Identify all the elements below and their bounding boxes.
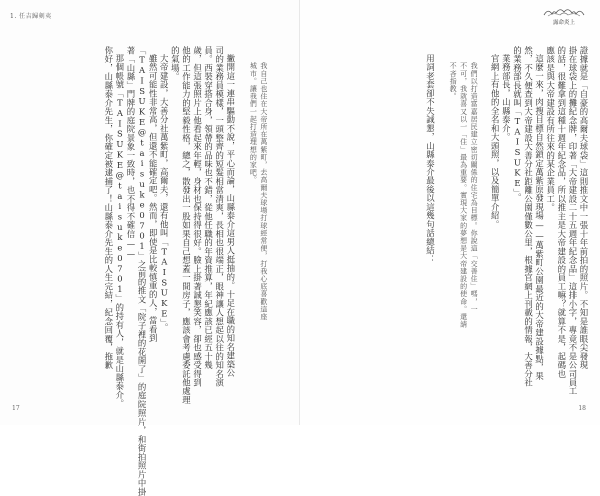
text-column: 你好，山縣泰介先生，你確定被逮捕了！山縣泰介先生的人生完結，紀念回覆，拖歉 xyxy=(103,46,114,370)
text-column: 證據就是「自豪的高爾夫球袋」這則推文中一張十年前拍的照片。不知是誰眼尖發現 xyxy=(579,46,589,370)
text-column xyxy=(434,46,445,386)
text-column: 司的業務員模樣，一頭整齊的短髮相當清爽，長相也很端正，眼神讓人想起以往的知名演 xyxy=(214,46,225,387)
page-number-left: 17 xyxy=(12,405,20,412)
right-page-text xyxy=(316,46,589,396)
text-column: 掛在球袋上的攤紀念牌，印著「大帝建設二十五週年紀念品」這排小字，專竟不是公司員工 xyxy=(567,46,578,396)
text-column: 雖然可能性非常高，但還不能確定吧。然而，即使是比較慎重的人，當看到 xyxy=(148,54,159,343)
page-number-right: 18 xyxy=(578,405,586,412)
text-column: 那個帳號「TAISUKE@taisuke0701」的持有人，就是山縣泰介。 xyxy=(114,54,125,409)
text-column: 城市。讓我們一起打造理想的家吧。 xyxy=(249,62,258,184)
text-column: 用詞老套卻不失誠懇，山縣泰介最後以這幾句話總結： xyxy=(425,54,436,265)
text-column: 他的工作能力的堅毅性格，總之，散發出一股如果自己想蓋一間房子，應該會考慮委託他處理 xyxy=(181,46,192,405)
flame-ornament-icon xyxy=(540,6,588,18)
text-column xyxy=(477,46,488,386)
text-column: 歲，但這張照片上他看起來年輕，身材也保持得很好。臉上掛著誠懇笑容，卻也感受得到 xyxy=(192,46,203,387)
right-page xyxy=(300,0,600,425)
text-column: 這麼一來，肉搜目標自然鎖定萬紫原發現場——萬紫町公園最近的大帝建設據點，果 xyxy=(534,54,545,381)
text-column: 「TAISUKE@taisuke0701」之前的推文「院子裡的花開了」的庭院照片，和街拍照片中掛 xyxy=(137,46,148,496)
text-column: 員。西裝穿搭合身，領帶的品味也不錯，從他任職的年資推算，年紀應該已經五十幾 xyxy=(203,46,214,370)
text-column: 我自己也住在大帝所在萬紫町，去高爾夫球場打球經常便，打我心底喜歡這座 xyxy=(259,62,268,321)
text-column: 然，不久便查到大帝建設大善分社距離公園僅數公里，根據官網上刊載的情報，大善分社 xyxy=(523,46,534,387)
text-column: 大帝建設，大善分社萬紫町，高爾夫，還有他叫「TAISUKE」。 xyxy=(159,54,170,333)
text-column: 著「山縣」門牌的庭院景象一致時，也不得不確信—— xyxy=(125,46,136,259)
text-column xyxy=(235,46,246,386)
running-header xyxy=(540,6,588,26)
text-column: 不吝指教。 xyxy=(449,62,458,100)
left-page-text xyxy=(44,46,278,496)
text-column: 我們以打造富嘉居民建立密切關係的住宅為目標。你說這「交善住」嗎，一 xyxy=(470,62,479,313)
book-title: 露命炎上 xyxy=(552,20,575,26)
chapter-label: 1. 任吉歸剣夷 xyxy=(10,13,52,20)
text-column: 的話，很難拿到這種十週年紀念品，所以推主是大帝建設的員工嘛？就算不是，起碼也 xyxy=(556,46,567,379)
text-column: 撇開這一連串驅動不說，平心而論，山縣泰介這男人挺抽的。十足在職的知名建築公 xyxy=(225,54,236,378)
text-column xyxy=(267,46,278,386)
text-column: 應該是與大帝建設有所往來的某企業員工。 xyxy=(545,46,556,213)
text-column: 業務部長，山縣泰介。 xyxy=(501,54,512,142)
text-column: 的氣場。 xyxy=(170,46,181,81)
text-column: 官網上有他的全名和大頭照，以及簡單介紹。 xyxy=(490,54,501,230)
text-column: 不可，我就喜又以一「住」最為重要。實現大家的夢想是大帝建設的使命。還請 xyxy=(459,62,468,328)
text-column xyxy=(412,46,423,386)
text-column: 的業務部長就叫「TAISUKE」。 xyxy=(512,46,523,202)
